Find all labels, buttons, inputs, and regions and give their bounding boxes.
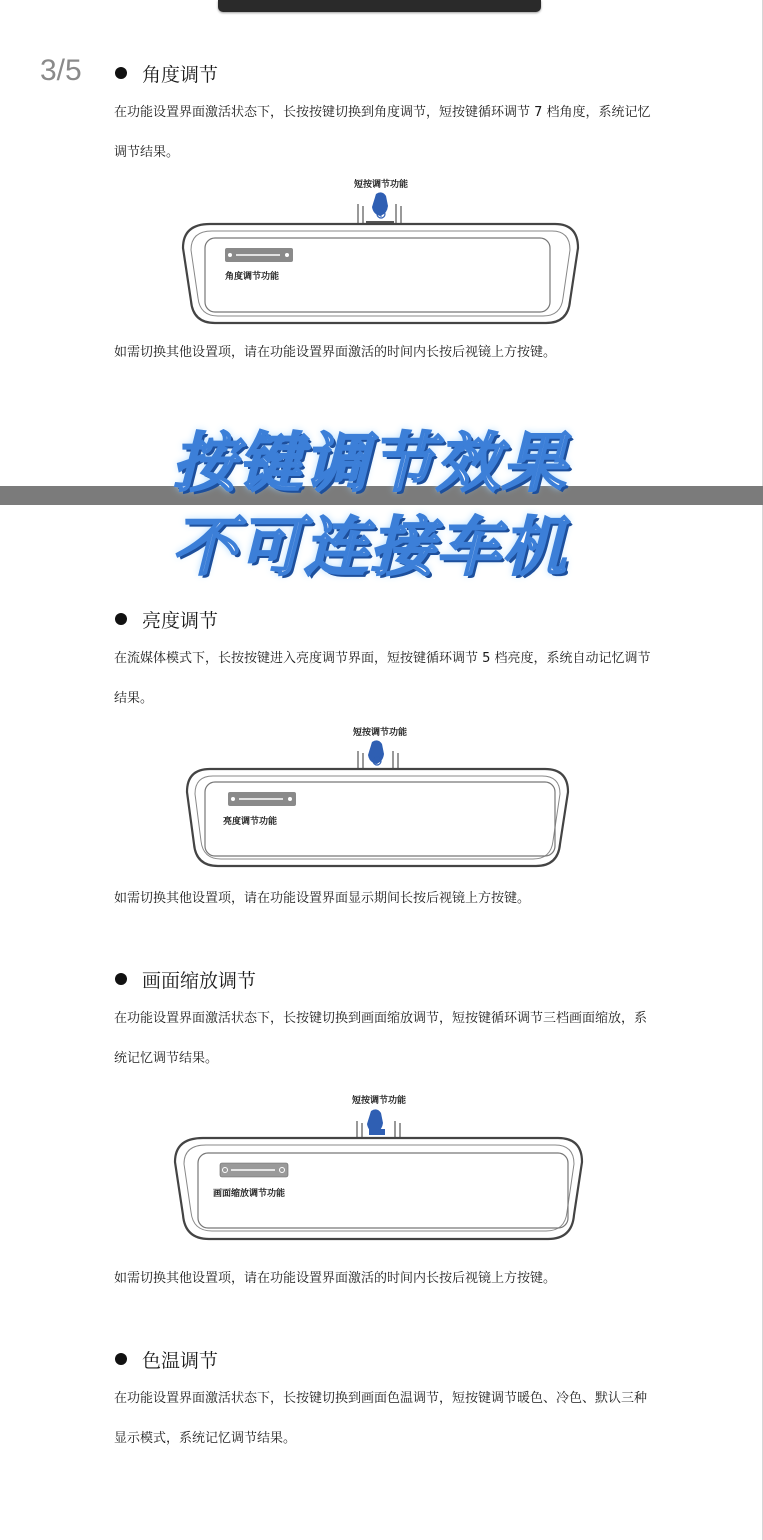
diagram-screen-label: 亮度调节功能 [223,817,278,827]
section-title: 亮度调节 [142,609,219,632]
section-description: 在功能设置界面激活状态下，长按按键切换到角度调节，短按键循环调节 7 档角度，系统记忆调节结果。 [114,105,651,160]
diagram-top-label: 短按调节功能 [353,180,409,190]
mirror-diagram-angle [170,176,590,328]
banner-line-1: 按键调节效果 [172,427,568,501]
section-heading-angle [115,58,218,88]
mirror-diagram-zoom [165,1091,595,1243]
mirror-bottom-edge [218,0,541,12]
section-title: 画面缩放调节 [142,969,257,992]
menu-slider-icon [228,792,296,806]
diagram-screen-label: 画面缩放调节功能 [213,1189,286,1199]
bullet-dot-icon [115,67,127,79]
diagram-screen-label: 角度调节功能 [225,272,280,282]
bullet-dot-icon [115,1353,127,1365]
section-note: 如需切换其他设置项，请在功能设置界面激活的时间内长按后视镜上方按键。 [114,1271,557,1286]
finger-press-icon [368,740,384,765]
menu-slider-icon [225,248,293,262]
banner-line-2: 不可连接车机 [172,511,568,585]
page-counter: 3/5 [40,54,82,87]
section-note: 如需切换其他设置项，请在功能设置界面显示期间长按后视镜上方按键。 [114,891,531,906]
section-description: 在流媒体模式下，长按按键进入亮度调节界面，短按键循环调节 5 档亮度，系统自动记忆调节结果。 [114,651,651,706]
section-heading-zoom [115,964,256,994]
section-note: 如需切换其他设置项，请在功能设置界面激活的时间内长按后视镜上方按键。 [114,345,557,360]
mirror-diagram-brightness [180,724,580,872]
diagram-top-label: 短按调节功能 [351,1096,407,1106]
section-heading-color-temp [115,1344,218,1374]
bullet-dot-icon [115,973,127,985]
diagram-top-label: 短按调节功能 [352,728,408,738]
menu-slider-icon [220,1163,288,1177]
section-heading-brightness [115,604,218,634]
bullet-dot-icon [115,613,127,625]
section-description: 在功能设置界面激活状态下，长按键切换到画面色温调节，短按键调节暖色、冷色、默认三种显示模式，系统记忆调节结果。 [114,1391,648,1446]
section-description: 在功能设置界面激活状态下，长按键切换到画面缩放调节，短按键循环调节三档画面缩放，系统记忆调节结果。 [114,1011,648,1066]
finger-press-icon [372,192,388,218]
section-title: 角度调节 [142,63,219,86]
finger-press-icon [367,1109,385,1135]
section-title: 色温调节 [142,1349,219,1372]
